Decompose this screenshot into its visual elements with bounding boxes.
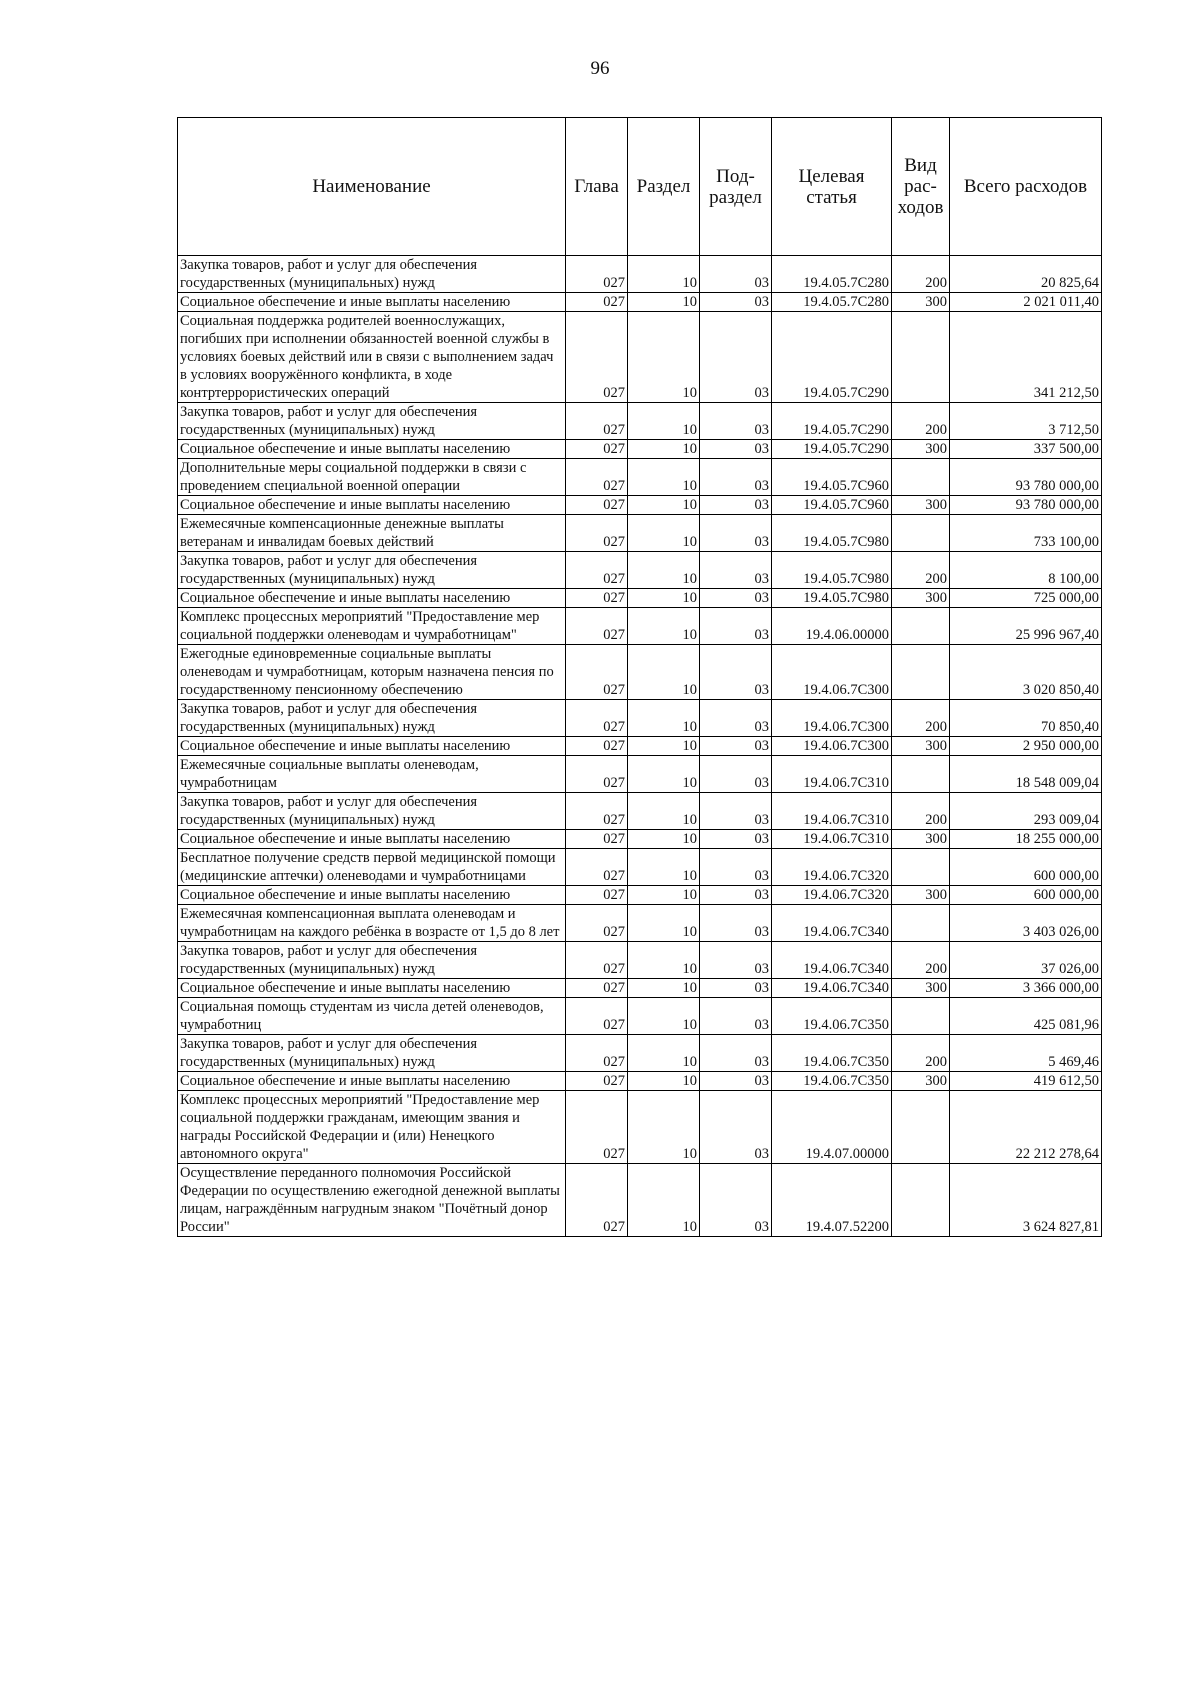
budget-table (177, 117, 1102, 1237)
cell-vid (892, 515, 950, 552)
cell-name: Закупка товаров, работ и услуг для обеспечения государственных (муниципальных) нужд (178, 403, 566, 440)
cell-vid: 200 (892, 1035, 950, 1072)
cell-total: 3 020 850,40 (950, 645, 1102, 700)
cell-target: 19.4.06.7С310 (772, 793, 892, 830)
cell-razdel: 10 (628, 552, 700, 589)
cell-vid (892, 459, 950, 496)
cell-name: Закупка товаров, работ и услуг для обеспечения государственных (муниципальных) нужд (178, 256, 566, 293)
cell-name: Закупка товаров, работ и услуг для обеспечения государственных (муниципальных) нужд (178, 700, 566, 737)
cell-glava: 027 (566, 440, 628, 459)
table-row (178, 459, 1102, 496)
table-row (178, 1072, 1102, 1091)
cell-total: 425 081,96 (950, 998, 1102, 1035)
cell-vid: 300 (892, 496, 950, 515)
table-row (178, 293, 1102, 312)
cell-total: 3 366 000,00 (950, 979, 1102, 998)
table-row (178, 979, 1102, 998)
cell-name: Социальное обеспечение и иные выплаты населению (178, 440, 566, 459)
cell-podrazdel: 03 (700, 645, 772, 700)
table-row (178, 552, 1102, 589)
cell-name: Социальное обеспечение и иные выплаты населению (178, 1072, 566, 1091)
cell-razdel: 10 (628, 849, 700, 886)
cell-name: Закупка товаров, работ и услуг для обеспечения государственных (муниципальных) нужд (178, 1035, 566, 1072)
cell-glava: 027 (566, 312, 628, 403)
table-row (178, 515, 1102, 552)
cell-name: Социальное обеспечение и иные выплаты населению (178, 737, 566, 756)
cell-glava: 027 (566, 403, 628, 440)
cell-total: 22 212 278,64 (950, 1091, 1102, 1164)
cell-vid (892, 905, 950, 942)
cell-name: Ежемесячная компенсационная выплата оленеводам и чумработницам на каждого ребёнка в возрасте от 1,5 до 8 лет (178, 905, 566, 942)
cell-target: 19.4.06.7С340 (772, 979, 892, 998)
cell-total: 37 026,00 (950, 942, 1102, 979)
cell-glava: 027 (566, 905, 628, 942)
cell-vid: 200 (892, 403, 950, 440)
table-row (178, 756, 1102, 793)
table-row (178, 905, 1102, 942)
cell-target: 19.4.06.7С310 (772, 756, 892, 793)
cell-glava: 027 (566, 608, 628, 645)
cell-target: 19.4.06.00000 (772, 608, 892, 645)
cell-vid (892, 756, 950, 793)
cell-vid: 300 (892, 830, 950, 849)
cell-glava: 027 (566, 496, 628, 515)
cell-name: Социальная поддержка родителей военнослужащих, погибших при исполнении обязанностей военной службы в условиях боевых действий или в связи с выполнением задач в условиях вооружённого конфликта, в ходе контртеррористических операций (178, 312, 566, 403)
table-row (178, 849, 1102, 886)
cell-total: 2 021 011,40 (950, 293, 1102, 312)
cell-podrazdel: 03 (700, 552, 772, 589)
cell-razdel: 10 (628, 459, 700, 496)
table-header-row (178, 118, 1102, 256)
cell-glava: 027 (566, 998, 628, 1035)
table-row (178, 1091, 1102, 1164)
cell-glava: 027 (566, 515, 628, 552)
cell-razdel: 10 (628, 589, 700, 608)
cell-razdel: 10 (628, 700, 700, 737)
cell-total: 2 950 000,00 (950, 737, 1102, 756)
col-header-target: Целевая статья (772, 118, 892, 256)
cell-total: 337 500,00 (950, 440, 1102, 459)
cell-target: 19.4.06.7С300 (772, 737, 892, 756)
cell-vid: 200 (892, 793, 950, 830)
cell-total: 70 850,40 (950, 700, 1102, 737)
cell-podrazdel: 03 (700, 830, 772, 849)
cell-name: Комплекс процессных мероприятий "Предоставление мер социальной поддержки оленеводам и чумработницам" (178, 608, 566, 645)
cell-glava: 027 (566, 886, 628, 905)
cell-glava: 027 (566, 552, 628, 589)
cell-vid (892, 1164, 950, 1237)
cell-podrazdel: 03 (700, 1072, 772, 1091)
table-row (178, 793, 1102, 830)
cell-vid (892, 608, 950, 645)
cell-glava: 027 (566, 293, 628, 312)
cell-name: Осуществление переданного полномочия Российской Федерации по осуществлению ежегодной денежной выплаты лицам, награждённым нагрудным знаком "Почётный донор России" (178, 1164, 566, 1237)
cell-razdel: 10 (628, 312, 700, 403)
cell-podrazdel: 03 (700, 608, 772, 645)
cell-vid: 300 (892, 737, 950, 756)
cell-target: 19.4.05.7С280 (772, 256, 892, 293)
cell-target: 19.4.06.7С320 (772, 849, 892, 886)
cell-total: 8 100,00 (950, 552, 1102, 589)
cell-total: 733 100,00 (950, 515, 1102, 552)
cell-podrazdel: 03 (700, 1164, 772, 1237)
cell-name: Социальная помощь студентам из числа детей оленеводов, чумработниц (178, 998, 566, 1035)
cell-name: Социальное обеспечение и иные выплаты населению (178, 589, 566, 608)
cell-target: 19.4.05.7С980 (772, 515, 892, 552)
cell-glava: 027 (566, 830, 628, 849)
cell-target: 19.4.06.7С350 (772, 1072, 892, 1091)
cell-target: 19.4.05.7С960 (772, 459, 892, 496)
cell-razdel: 10 (628, 998, 700, 1035)
cell-glava: 027 (566, 793, 628, 830)
cell-total: 93 780 000,00 (950, 459, 1102, 496)
cell-target: 19.4.06.7С340 (772, 905, 892, 942)
cell-total: 18 255 000,00 (950, 830, 1102, 849)
cell-glava: 027 (566, 942, 628, 979)
cell-podrazdel: 03 (700, 459, 772, 496)
cell-glava: 027 (566, 756, 628, 793)
cell-total: 25 996 967,40 (950, 608, 1102, 645)
cell-target: 19.4.05.7С280 (772, 293, 892, 312)
cell-target: 19.4.05.7С290 (772, 440, 892, 459)
cell-razdel: 10 (628, 1035, 700, 1072)
cell-razdel: 10 (628, 1164, 700, 1237)
cell-podrazdel: 03 (700, 293, 772, 312)
cell-vid: 300 (892, 293, 950, 312)
cell-razdel: 10 (628, 440, 700, 459)
cell-podrazdel: 03 (700, 942, 772, 979)
cell-total: 419 612,50 (950, 1072, 1102, 1091)
cell-razdel: 10 (628, 942, 700, 979)
cell-name: Социальное обеспечение и иные выплаты населению (178, 979, 566, 998)
cell-target: 19.4.06.7С300 (772, 700, 892, 737)
cell-name: Социальное обеспечение и иные выплаты населению (178, 496, 566, 515)
cell-name: Социальное обеспечение и иные выплаты населению (178, 293, 566, 312)
cell-glava: 027 (566, 256, 628, 293)
cell-glava: 027 (566, 1072, 628, 1091)
cell-name: Дополнительные меры социальной поддержки в связи с проведением специальной военной операции (178, 459, 566, 496)
cell-razdel: 10 (628, 886, 700, 905)
cell-total: 341 212,50 (950, 312, 1102, 403)
table-row (178, 737, 1102, 756)
cell-razdel: 10 (628, 645, 700, 700)
col-header-vid: Вид рас- ходов (892, 118, 950, 256)
cell-vid (892, 312, 950, 403)
cell-glava: 027 (566, 737, 628, 756)
cell-podrazdel: 03 (700, 256, 772, 293)
table-row (178, 1164, 1102, 1237)
table-row (178, 886, 1102, 905)
page-number: 96 (590, 58, 610, 79)
cell-glava: 027 (566, 1035, 628, 1072)
cell-razdel: 10 (628, 608, 700, 645)
cell-podrazdel: 03 (700, 793, 772, 830)
cell-name: Бесплатное получение средств первой медицинской помощи (медицинские аптечки) оленеводами и чумработницами (178, 849, 566, 886)
cell-vid: 200 (892, 942, 950, 979)
cell-podrazdel: 03 (700, 1091, 772, 1164)
cell-name: Закупка товаров, работ и услуг для обеспечения государственных (муниципальных) нужд (178, 793, 566, 830)
cell-target: 19.4.05.7С290 (772, 312, 892, 403)
cell-name: Социальное обеспечение и иные выплаты населению (178, 830, 566, 849)
cell-name: Комплекс процессных мероприятий "Предоставление мер социальной поддержки гражданам, имеющим звания и награды Российской Федерации и (или) Ненецкого автономного округа" (178, 1091, 566, 1164)
cell-vid: 300 (892, 979, 950, 998)
cell-glava: 027 (566, 1164, 628, 1237)
cell-total: 93 780 000,00 (950, 496, 1102, 515)
cell-razdel: 10 (628, 830, 700, 849)
cell-target: 19.4.06.7С300 (772, 645, 892, 700)
col-header-name: Наименование (178, 118, 566, 256)
table-row (178, 403, 1102, 440)
table-row (178, 645, 1102, 700)
cell-razdel: 10 (628, 905, 700, 942)
cell-target: 19.4.06.7С350 (772, 998, 892, 1035)
cell-name: Социальное обеспечение и иные выплаты населению (178, 886, 566, 905)
cell-target: 19.4.05.7С980 (772, 589, 892, 608)
cell-vid: 200 (892, 552, 950, 589)
cell-glava: 027 (566, 645, 628, 700)
cell-total: 3 403 026,00 (950, 905, 1102, 942)
cell-total: 3 624 827,81 (950, 1164, 1102, 1237)
table-row (178, 256, 1102, 293)
cell-podrazdel: 03 (700, 886, 772, 905)
cell-razdel: 10 (628, 1072, 700, 1091)
cell-glava: 027 (566, 1091, 628, 1164)
cell-name: Закупка товаров, работ и услуг для обеспечения государственных (муниципальных) нужд (178, 552, 566, 589)
cell-target: 19.4.06.7С320 (772, 886, 892, 905)
table-row (178, 496, 1102, 515)
cell-target: 19.4.06.7С350 (772, 1035, 892, 1072)
col-header-total: Всего расходов (950, 118, 1102, 256)
cell-vid: 300 (892, 440, 950, 459)
cell-target: 19.4.06.7С340 (772, 942, 892, 979)
cell-name: Ежемесячные социальные выплаты оленеводам, чумработницам (178, 756, 566, 793)
cell-total: 293 009,04 (950, 793, 1102, 830)
cell-podrazdel: 03 (700, 440, 772, 459)
cell-razdel: 10 (628, 979, 700, 998)
cell-podrazdel: 03 (700, 756, 772, 793)
table-row (178, 998, 1102, 1035)
cell-razdel: 10 (628, 737, 700, 756)
cell-vid (892, 1091, 950, 1164)
cell-target: 19.4.07.52200 (772, 1164, 892, 1237)
cell-razdel: 10 (628, 403, 700, 440)
cell-razdel: 10 (628, 515, 700, 552)
col-header-podrazdel: Под- раздел (700, 118, 772, 256)
cell-total: 600 000,00 (950, 886, 1102, 905)
cell-razdel: 10 (628, 1091, 700, 1164)
cell-name: Закупка товаров, работ и услуг для обеспечения государственных (муниципальных) нужд (178, 942, 566, 979)
cell-glava: 027 (566, 459, 628, 496)
cell-total: 725 000,00 (950, 589, 1102, 608)
cell-podrazdel: 03 (700, 515, 772, 552)
cell-vid: 300 (892, 886, 950, 905)
cell-podrazdel: 03 (700, 979, 772, 998)
cell-podrazdel: 03 (700, 905, 772, 942)
cell-vid: 200 (892, 256, 950, 293)
cell-total: 20 825,64 (950, 256, 1102, 293)
cell-vid: 300 (892, 1072, 950, 1091)
cell-target: 19.4.07.00000 (772, 1091, 892, 1164)
cell-total: 3 712,50 (950, 403, 1102, 440)
cell-vid (892, 645, 950, 700)
table-row (178, 700, 1102, 737)
cell-razdel: 10 (628, 496, 700, 515)
cell-total: 600 000,00 (950, 849, 1102, 886)
cell-target: 19.4.06.7С310 (772, 830, 892, 849)
cell-podrazdel: 03 (700, 700, 772, 737)
cell-glava: 027 (566, 589, 628, 608)
cell-podrazdel: 03 (700, 496, 772, 515)
cell-podrazdel: 03 (700, 312, 772, 403)
cell-target: 19.4.05.7С960 (772, 496, 892, 515)
cell-podrazdel: 03 (700, 849, 772, 886)
table-body (178, 256, 1102, 1237)
cell-razdel: 10 (628, 293, 700, 312)
cell-glava: 027 (566, 979, 628, 998)
cell-target: 19.4.05.7С980 (772, 552, 892, 589)
cell-razdel: 10 (628, 756, 700, 793)
cell-vid (892, 998, 950, 1035)
cell-podrazdel: 03 (700, 589, 772, 608)
cell-podrazdel: 03 (700, 403, 772, 440)
table-row (178, 942, 1102, 979)
cell-podrazdel: 03 (700, 1035, 772, 1072)
cell-total: 5 469,46 (950, 1035, 1102, 1072)
cell-podrazdel: 03 (700, 998, 772, 1035)
cell-razdel: 10 (628, 256, 700, 293)
table-row (178, 312, 1102, 403)
cell-podrazdel: 03 (700, 737, 772, 756)
table-row (178, 440, 1102, 459)
cell-total: 18 548 009,04 (950, 756, 1102, 793)
cell-glava: 027 (566, 849, 628, 886)
cell-glava: 027 (566, 700, 628, 737)
cell-razdel: 10 (628, 793, 700, 830)
table-row (178, 1035, 1102, 1072)
table-row (178, 608, 1102, 645)
table-row (178, 830, 1102, 849)
cell-vid: 300 (892, 589, 950, 608)
cell-vid (892, 849, 950, 886)
cell-target: 19.4.05.7С290 (772, 403, 892, 440)
cell-name: Ежемесячные компенсационные денежные выплаты ветеранам и инвалидам боевых действий (178, 515, 566, 552)
cell-vid: 200 (892, 700, 950, 737)
col-header-razdel: Раздел (628, 118, 700, 256)
cell-name: Ежегодные единовременные социальные выплаты оленеводам и чумработницам, которым назначена пенсия по государственному пенсионному обеспечению (178, 645, 566, 700)
table-row (178, 589, 1102, 608)
col-header-glava: Глава (566, 118, 628, 256)
